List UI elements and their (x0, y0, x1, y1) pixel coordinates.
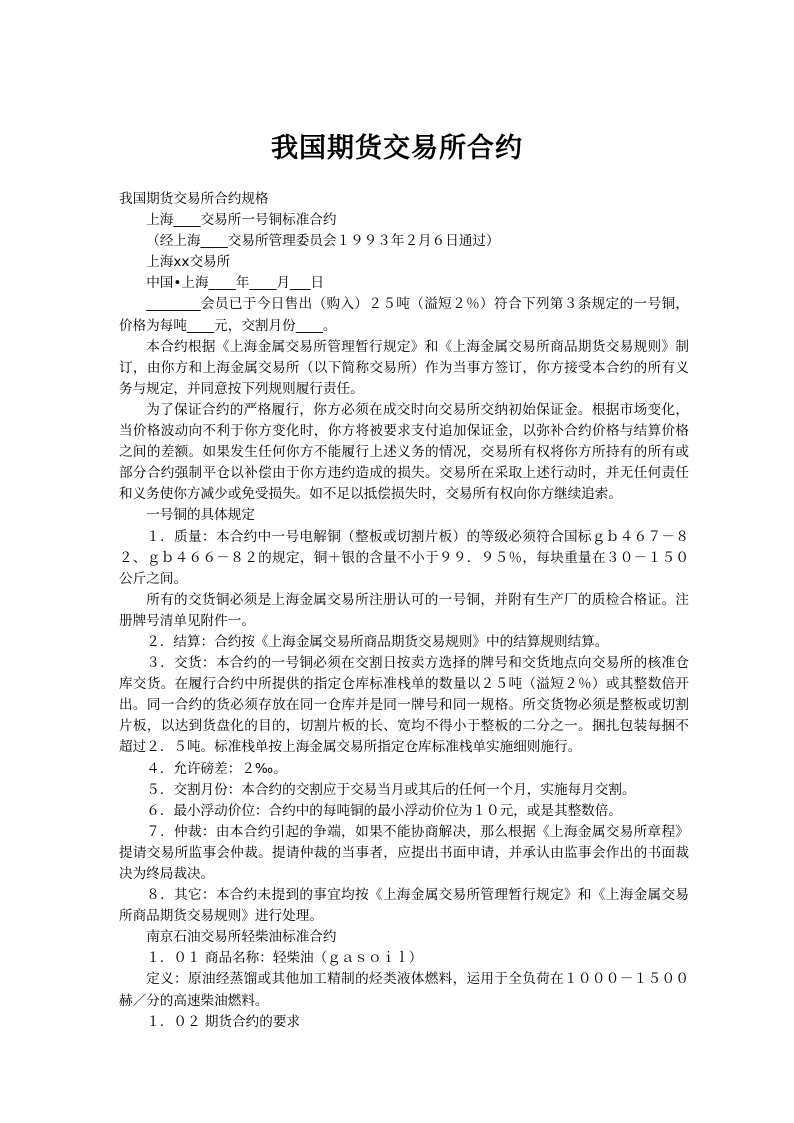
paragraph: 为了保证合约的严格履行，你方必须在成交时向交易所交纳初始保证金。根据市场变化，当价格波动向不利于你方变化时，你方将被要求支付追加保证金，以弥补合约价格与结算价格之间的差额。如果发生任何你方不能履行上述义务的情况，交易所有权将你方所持有的所有或部分合约强制平仓以补偿由于你方违约造成的损失。交易所在采取上述行动时，并无任何责任和义务使你方减少或免受损失。如不足以抵偿损失时，交易所有权向你方继续追索。 (119, 401, 689, 503)
paragraph: 上海xx交易所 (146, 254, 231, 271)
paragraph: ８．其它：本合约未提到的事宜均按《上海金属交易所管理暂行规定》和《上海金属交易所商品期货交易规则》进行处理。 (119, 887, 689, 925)
paragraph: 我国期货交易所合约规格 (119, 191, 269, 207)
paragraph: 一号铜的具体规定 (146, 507, 255, 524)
paragraph: ________会员已于今日售出（购入）２５吨（溢短２％）符合下列第３条规定的一号铜，价格为每吨____元，交割月份____。 (119, 296, 689, 334)
paragraph: 定义：原油经蒸馏或其他加工精制的烃类液体燃料，运用于全负荷在１０００－１５００赫／分的高速柴油燃料。 (119, 971, 689, 1009)
paragraph: 上海____交易所一号铜标准合约 (146, 212, 337, 229)
paragraph: ４．允许磅差：２‰。 (146, 760, 287, 777)
paragraph: ６．最小浮动价位：合约中的每吨铜的最小浮动价位为１０元，或是其整数倍。 (146, 802, 622, 819)
paragraph: 中国•上海____年____月___日 (146, 275, 325, 292)
paragraph: 南京石油交易所轻柴油标准合约 (146, 929, 337, 946)
paragraph: １．质量：本合约中一号电解铜（整板或切割片板）的等级必须符合国标ｇｂ４６７－８２、ｇｂ４６６－８２的规定，铜＋银的含量不小于９９．９５％，每块重量在３０－１５０公斤之间。 (119, 528, 689, 587)
paragraph: ２．结算：合约按《上海金属交易所商品期货交易规则》中的结算规则结算。 (146, 633, 609, 650)
paragraph: （经上海____交易所管理委员会１９９３年２月６日通过） (146, 233, 500, 250)
document-title: 我国期货交易所合约 (271, 133, 523, 164)
paragraph: 本合约根据《上海金属交易所管理暂行规定》和《上海金属交易所商品期货交易规则》制订，由你方和上海金属交易所（以下简称交易所）作为当事方签订，你方接受本合约的所有义务与规定，并同意按下列规则履行责任。 (119, 338, 689, 397)
paragraph: １．０１ 商品名称：轻柴油（ｇａｓｏｉｌ） (146, 950, 423, 967)
paragraph: ５．交割月份：本合约的交割应于交易当月或其后的任何一个月，实施每月交割。 (146, 781, 636, 798)
paragraph: 所有的交货铜必须是上海金属交易所注册认可的一号铜，并附有生产厂的质检合格证。注册牌号清单见附件一。 (119, 591, 689, 629)
document-body (119, 189, 689, 1033)
paragraph: ７．仲裁：由本合约引起的争端，如果不能协商解决，那么根据《上海金属交易所章程》提请交易所监事会仲裁。提请仲裁的当事者，应提出书面申请，并承认由监事会作出的书面裁决为终局裁决。 (119, 823, 689, 882)
paragraph: ３．交货：本合约的一号铜必须在交割日按卖方选择的牌号和交货地点向交易所的核准仓库交货。在履行合约中所提供的指定仓库标准栈单的数量以２５吨（溢短２％）或其整数倍开出。同一合约的货必须存放在同一仓库并是同一牌号和同一规格。所交货物必须是整板或切割片板，以达到货盘化的目的，切割片板的长、宽均不得小于整板的二分之一。捆扎包装每捆不超过２．５吨。标准栈单按上海金属交易所指定仓库标准栈单实施细则施行。 (119, 655, 689, 756)
paragraph: １．０２ 期货合约的要求 (146, 1013, 301, 1030)
